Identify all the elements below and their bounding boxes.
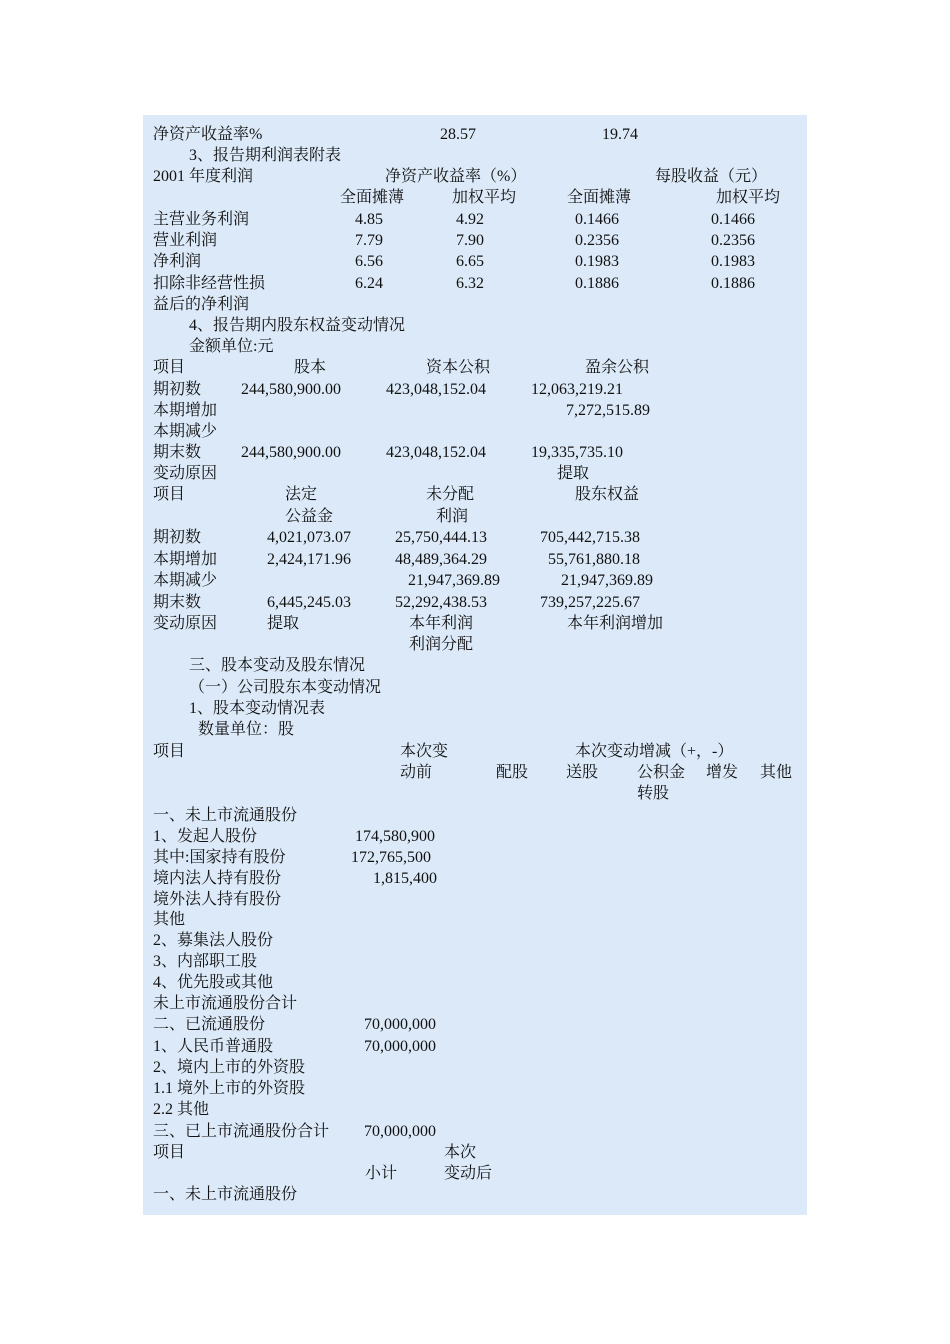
text-line-1-0: 3、报告期利润表附表 [189,147,342,164]
text-line-22-0: 期末数 [153,594,202,611]
text-line-33-1: 174,580,900 [355,828,435,845]
text-line-34-1: 172,765,500 [351,849,431,866]
text-line-0-1: 28.57 [440,126,476,143]
text-line-30-0: 动前 [400,764,433,781]
text-line-7-4: 0.1886 [711,275,755,292]
text-line-19-1: 4,021,073.07 [267,529,351,546]
text-line-15-3: 19,335,735.10 [531,444,623,461]
text-line-19-0: 期初数 [153,529,202,546]
text-line-7-2: 6.32 [456,275,484,292]
text-line-11-0: 项目 [153,359,186,376]
text-line-31-0: 转股 [637,785,670,802]
text-line-4-4: 0.1466 [711,211,755,228]
text-line-30-3: 公积金 [637,764,686,781]
text-line-10-0: 金额单位:元 [189,338,274,355]
text-line-4-3: 0.1466 [575,211,619,228]
text-line-29-1: 本次变 [400,743,449,760]
text-line-2-1: 净资产收益率（%） [385,168,527,185]
text-line-19-2: 25,750,444.13 [395,529,487,546]
text-line-30-5: 其他 [760,764,793,781]
text-line-21-1: 21,947,369.89 [408,572,500,589]
text-line-18-1: 利润 [436,508,469,525]
text-line-35-1: 1,815,400 [373,870,437,887]
text-line-5-4: 0.2356 [711,232,755,249]
text-line-6-0: 净利润 [153,253,202,270]
text-line-9-0: 4、报告期内股东权益变动情况 [189,317,406,334]
text-line-5-3: 0.2356 [575,232,619,249]
text-line-50-0: 一、未上市流通股份 [153,1186,298,1203]
text-line-25-0: 三、股本变动及股东情况 [189,657,366,674]
text-line-29-0: 项目 [153,743,186,760]
text-line-7-0: 扣除非经营性损 [153,275,266,292]
text-line-17-2: 未分配 [426,486,475,503]
text-line-23-3: 本年利润增加 [567,615,664,632]
text-line-6-3: 0.1983 [575,253,619,270]
text-line-23-1: 提取 [267,615,300,632]
text-line-3-3: 加权平均 [716,189,781,206]
text-line-4-1: 4.85 [355,211,383,228]
text-line-20-0: 本期增加 [153,551,218,568]
text-line-43-1: 70,000,000 [364,1038,436,1055]
text-line-22-2: 52,292,438.53 [395,594,487,611]
text-line-22-3: 739,257,225.67 [540,594,640,611]
text-line-32-0: 一、未上市流通股份 [153,807,298,824]
text-line-13-0: 本期增加 [153,402,218,419]
text-line-4-2: 4.92 [456,211,484,228]
text-line-42-0: 二、已流通股份 [153,1016,266,1033]
text-line-27-0: 1、股本变动情况表 [189,700,326,717]
text-line-48-0: 项目 [153,1144,186,1161]
text-line-45-0: 1.1 境外上市的外资股 [153,1080,306,1097]
text-line-12-2: 423,048,152.04 [386,381,486,398]
text-line-21-2: 21,947,369.89 [561,572,653,589]
text-line-17-0: 项目 [153,486,186,503]
text-line-2-2: 每股收益（元） [655,168,768,185]
text-line-26-0: （一）公司股东本变动情况 [189,679,382,696]
text-line-30-4: 增发 [706,764,739,781]
text-line-30-1: 配股 [496,764,529,781]
text-line-41-0: 未上市流通股份合计 [153,995,298,1012]
text-line-24-0: 利润分配 [409,636,474,653]
text-line-39-0: 3、内部职工股 [153,953,258,970]
text-line-33-0: 1、发起人股份 [153,828,258,845]
text-line-17-3: 股东权益 [575,486,640,503]
text-line-12-0: 期初数 [153,381,202,398]
text-line-28-0: 数量单位：股 [198,721,295,738]
text-line-16-0: 变动原因 [153,465,218,482]
text-line-6-1: 6.56 [355,253,383,270]
text-line-3-0: 全面摊薄 [340,189,405,206]
text-line-4-0: 主营业务利润 [153,211,250,228]
text-line-23-2: 本年利润 [409,615,474,632]
text-line-49-1: 变动后 [444,1165,493,1182]
text-line-30-2: 送股 [566,764,599,781]
text-line-20-3: 55,761,880.18 [548,551,640,568]
text-line-22-1: 6,445,245.03 [267,594,351,611]
text-line-34-0: 其中:国家持有股份 [153,849,286,866]
text-line-20-2: 48,489,364.29 [395,551,487,568]
text-line-35-0: 境内法人持有股份 [153,870,282,887]
text-line-11-2: 资本公积 [426,359,491,376]
text-line-48-1: 本次 [444,1144,477,1161]
text-line-38-0: 2、募集法人股份 [153,932,274,949]
text-line-6-2: 6.65 [456,253,484,270]
text-line-36-0: 境外法人持有股份 [153,891,282,908]
text-line-42-1: 70,000,000 [364,1016,436,1033]
text-line-5-0: 营业利润 [153,232,218,249]
text-line-23-0: 变动原因 [153,615,218,632]
text-line-47-1: 70,000,000 [364,1123,436,1140]
text-line-17-1: 法定 [285,486,318,503]
text-line-47-0: 三、已上市流通股份合计 [153,1123,330,1140]
text-line-2-0: 2001 年度利润 [153,168,254,185]
text-line-40-0: 4、优先股或其他 [153,974,274,991]
text-line-12-3: 12,063,219.21 [531,381,623,398]
text-line-29-2: 本次变动增减（+，-） [575,743,734,760]
text-line-7-3: 0.1886 [575,275,619,292]
text-line-13-1: 7,272,515.89 [566,402,650,419]
text-line-5-2: 7.90 [456,232,484,249]
text-line-3-2: 全面摊薄 [567,189,632,206]
text-line-5-1: 7.79 [355,232,383,249]
text-line-11-1: 股本 [294,359,327,376]
text-line-8-0: 益后的净利润 [153,296,250,313]
text-line-3-1: 加权平均 [452,189,517,206]
text-line-15-1: 244,580,900.00 [241,444,341,461]
text-line-21-0: 本期减少 [153,572,218,589]
text-line-15-2: 423,048,152.04 [386,444,486,461]
text-line-43-0: 1、人民币普通股 [153,1038,274,1055]
text-line-7-1: 6.24 [355,275,383,292]
text-line-14-0: 本期减少 [153,423,218,440]
text-line-16-1: 提取 [557,465,590,482]
text-line-49-0: 小计 [365,1165,398,1182]
text-line-0-2: 19.74 [602,126,638,143]
text-line-6-4: 0.1983 [711,253,755,270]
text-line-20-1: 2,424,171.96 [267,551,351,568]
text-line-11-3: 盈余公积 [585,359,650,376]
text-line-37-0: 其他 [153,911,186,928]
text-line-19-3: 705,442,715.38 [540,529,640,546]
text-line-46-0: 2.2 其他 [153,1101,210,1118]
text-line-15-0: 期末数 [153,444,202,461]
text-line-18-0: 公益金 [285,508,334,525]
text-line-44-0: 2、境内上市的外资股 [153,1059,306,1076]
text-line-12-1: 244,580,900.00 [241,381,341,398]
text-line-0-0: 净资产收益率% [153,126,263,143]
